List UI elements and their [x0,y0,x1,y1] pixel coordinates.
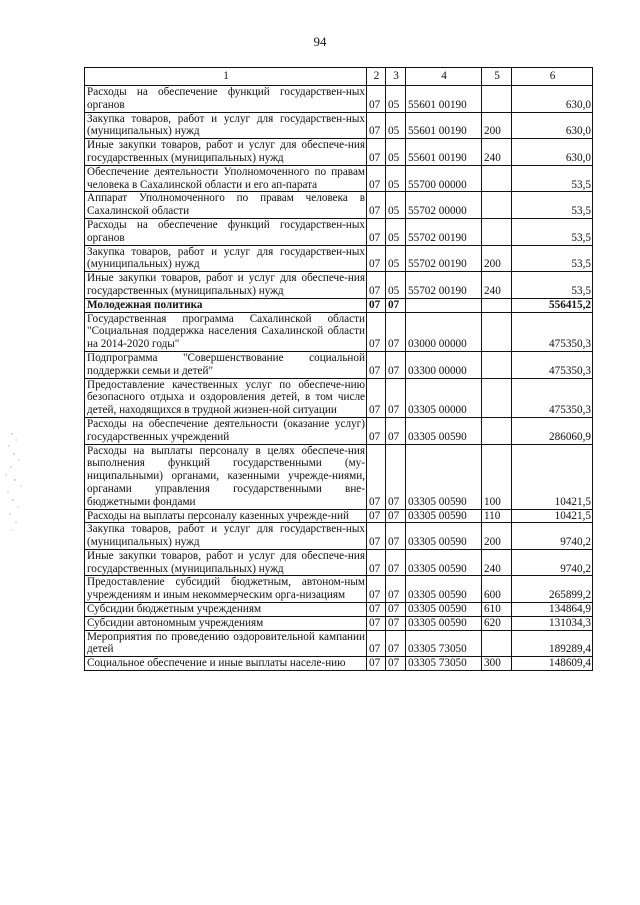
section-code-cell: 07 [367,272,386,299]
subsection-code-cell: 05 [386,218,406,245]
table-row [85,351,593,378]
expense-type-cell [482,630,512,657]
subsection-code-cell: 07 [386,630,406,657]
amount-cell: 53,5 [512,245,593,272]
section-code-cell: 07 [367,616,386,630]
table-row [85,298,593,312]
table-row [85,218,593,245]
table-row [85,312,593,351]
row-name-cell: Государственная программа Сахалинской области "Социальная поддержка населения Сахалинской области на 2014-2020 годы" [85,312,367,351]
page-number: 94 [313,34,327,49]
table-row [85,576,593,603]
row-name-cell: Субсидии автономным учреждениям [85,616,367,630]
row-name-cell: Иные закупки товаров, работ и услуг для обеспече-ния государственных (муниципальных) нужд [85,549,367,576]
table-row [85,86,593,113]
target-article-cell: 03305 00000 [406,378,482,417]
row-name-cell: Расходы на обеспечение функций государствен-ных органов [85,218,367,245]
row-name-cell: Подпрограмма "Совершенствование социальной поддержки семьи и детей" [85,351,367,378]
scan-speckle-marks [0,430,40,550]
row-name-cell: Расходы на обеспечение функций государствен-ных органов [85,86,367,113]
row-name-cell: Закупка товаров, работ и услуг для государствен-ных (муниципальных) нужд [85,245,367,272]
amount-cell: 475350,3 [512,351,593,378]
section-code-cell: 07 [367,603,386,617]
expense-type-cell: 610 [482,603,512,617]
row-name-cell: Обеспечение деятельности Уполномоченного по правам человека в Сахалинской области и его ап-парата [85,165,367,192]
subsection-code-cell: 07 [386,417,406,444]
table-row [85,616,593,630]
table-row [85,603,593,617]
expense-type-cell [482,192,512,219]
table-row [85,630,593,657]
row-name-cell: Социальное обеспечение и иные выплаты населе-нию [85,657,367,671]
column-header-6: 6 [512,68,593,86]
amount-cell: 9740,2 [512,549,593,576]
target-article-cell: 03305 00590 [406,549,482,576]
subsection-code-cell: 05 [386,192,406,219]
target-article-cell: 03305 00590 [406,417,482,444]
amount-cell: 53,5 [512,218,593,245]
target-article-cell: 03305 00590 [406,509,482,523]
section-code-cell: 07 [367,657,386,671]
subsection-code-cell: 07 [386,616,406,630]
expense-type-cell [482,165,512,192]
amount-cell: 265899,2 [512,576,593,603]
row-name-cell: Расходы на выплаты персоналу казенных учрежде-ний [85,509,367,523]
column-header-4: 4 [406,68,482,86]
row-name-cell: Закупка товаров, работ и услуг для государствен-ных (муниципальных) нужд [85,523,367,550]
section-code-cell: 07 [367,378,386,417]
subsection-code-cell: 07 [386,444,406,509]
subsection-code-cell: 05 [386,272,406,299]
row-name-cell: Предоставление качественных услуг по обеспече-нию безопасного отдыха и оздоровления детей, в том числе детей, находящихся в трудной жизнен-ной ситуации [85,378,367,417]
target-article-cell [406,298,482,312]
subsection-code-cell: 05 [386,165,406,192]
table-row [85,112,593,139]
expense-type-cell [482,378,512,417]
section-code-cell: 07 [367,576,386,603]
amount-cell: 630,0 [512,86,593,113]
subsection-code-cell: 07 [386,378,406,417]
table-row [85,272,593,299]
subsection-code-cell: 07 [386,298,406,312]
expense-type-cell: 620 [482,616,512,630]
target-article-cell: 03000 00000 [406,312,482,351]
subsection-code-cell: 05 [386,245,406,272]
section-code-cell: 07 [367,417,386,444]
table-row [85,444,593,509]
section-code-cell: 07 [367,351,386,378]
budget-table [84,67,593,671]
section-code-cell: 07 [367,245,386,272]
amount-cell: 10421,5 [512,509,593,523]
target-article-cell: 55702 00190 [406,245,482,272]
row-name-cell: Предоставление субсидий бюджетным, автоном-ным учреждениям и иным некоммерческим орга-низациям [85,576,367,603]
column-header-3: 3 [386,68,406,86]
expense-type-cell [482,351,512,378]
row-name-cell: Закупка товаров, работ и услуг для государствен-ных (муниципальных) нужд [85,112,367,139]
expense-type-cell: 110 [482,509,512,523]
expense-type-cell: 240 [482,549,512,576]
subsection-code-cell: 07 [386,509,406,523]
amount-cell: 630,0 [512,139,593,166]
expense-type-cell [482,218,512,245]
target-article-cell: 55601 00190 [406,86,482,113]
section-code-cell: 07 [367,112,386,139]
column-header-5: 5 [482,68,512,86]
table-header-row [85,68,593,86]
section-code-cell: 07 [367,86,386,113]
table-row [85,509,593,523]
table-row [85,657,593,671]
table-row [85,165,593,192]
table-row [85,523,593,550]
target-article-cell: 03305 00590 [406,576,482,603]
expense-type-cell: 240 [482,139,512,166]
target-article-cell: 55601 00190 [406,139,482,166]
amount-cell: 475350,3 [512,378,593,417]
target-article-cell: 55702 00000 [406,192,482,219]
section-code-cell: 07 [367,192,386,219]
subsection-code-cell: 05 [386,86,406,113]
section-code-cell: 07 [367,630,386,657]
amount-cell: 189289,4 [512,630,593,657]
subsection-code-cell: 07 [386,657,406,671]
target-article-cell: 55601 00190 [406,112,482,139]
section-code-cell: 07 [367,549,386,576]
section-code-cell: 07 [367,165,386,192]
target-article-cell: 55702 00190 [406,272,482,299]
section-code-cell: 07 [367,218,386,245]
amount-cell: 286060,9 [512,417,593,444]
row-name-cell: Мероприятия по проведению оздоровительной кампании детей [85,630,367,657]
table-row [85,417,593,444]
target-article-cell: 55702 00190 [406,218,482,245]
column-header-2: 2 [367,68,386,86]
expense-type-cell [482,86,512,113]
section-code-cell: 07 [367,509,386,523]
target-article-cell: 03300 00000 [406,351,482,378]
column-header-1: 1 [85,68,367,86]
table-row [85,245,593,272]
expense-type-cell [482,298,512,312]
table-row [85,139,593,166]
row-name-cell: Расходы на выплаты персоналу в целях обеспече-ния выполнения функций государственными (му-ниципальными) органами, казенными учрежде-ниями, органами управления государственными вне-бюджетными фондами [85,444,367,509]
expense-type-cell: 200 [482,112,512,139]
section-code-cell: 07 [367,298,386,312]
amount-cell: 556415,2 [512,298,593,312]
table-row [85,378,593,417]
section-code-cell: 07 [367,312,386,351]
subsection-code-cell: 07 [386,576,406,603]
subsection-code-cell: 07 [386,549,406,576]
target-article-cell: 03305 00590 [406,523,482,550]
row-name-cell: Иные закупки товаров, работ и услуг для обеспече-ния государственных (муниципальных) нужд [85,272,367,299]
table-row [85,192,593,219]
table-row [85,549,593,576]
expense-type-cell [482,312,512,351]
subsection-code-cell: 07 [386,312,406,351]
section-code-cell: 07 [367,444,386,509]
target-article-cell: 03305 73050 [406,657,482,671]
table-body [85,86,593,671]
amount-cell: 53,5 [512,165,593,192]
expense-type-cell: 200 [482,523,512,550]
amount-cell: 630,0 [512,112,593,139]
subsection-code-cell: 05 [386,139,406,166]
subsection-code-cell: 07 [386,351,406,378]
expense-type-cell: 600 [482,576,512,603]
section-code-cell: 07 [367,523,386,550]
expense-type-cell: 100 [482,444,512,509]
amount-cell: 475350,3 [512,312,593,351]
target-article-cell: 03305 00590 [406,444,482,509]
expense-type-cell: 200 [482,245,512,272]
target-article-cell: 03305 00590 [406,616,482,630]
amount-cell: 53,5 [512,192,593,219]
amount-cell: 53,5 [512,272,593,299]
subsection-code-cell: 07 [386,523,406,550]
target-article-cell: 55700 00000 [406,165,482,192]
amount-cell: 9740,2 [512,523,593,550]
amount-cell: 10421,5 [512,444,593,509]
expense-type-cell: 240 [482,272,512,299]
row-name-cell: Аппарат Уполномоченного по правам человека в Сахалинской области [85,192,367,219]
target-article-cell: 03305 73050 [406,630,482,657]
subsection-code-cell: 07 [386,603,406,617]
row-name-cell: Субсидии бюджетным учреждениям [85,603,367,617]
section-code-cell: 07 [367,139,386,166]
amount-cell: 131034,3 [512,616,593,630]
amount-cell: 134864,9 [512,603,593,617]
row-name-cell: Иные закупки товаров, работ и услуг для обеспече-ния государственных (муниципальных) нужд [85,139,367,166]
expense-type-cell: 300 [482,657,512,671]
subsection-code-cell: 05 [386,112,406,139]
amount-cell: 148609,4 [512,657,593,671]
row-name-cell: Расходы на обеспечение деятельности (оказание услуг) государственных учреждений [85,417,367,444]
row-name-cell: Молодежная политика [85,298,367,312]
expense-type-cell [482,417,512,444]
target-article-cell: 03305 00590 [406,603,482,617]
